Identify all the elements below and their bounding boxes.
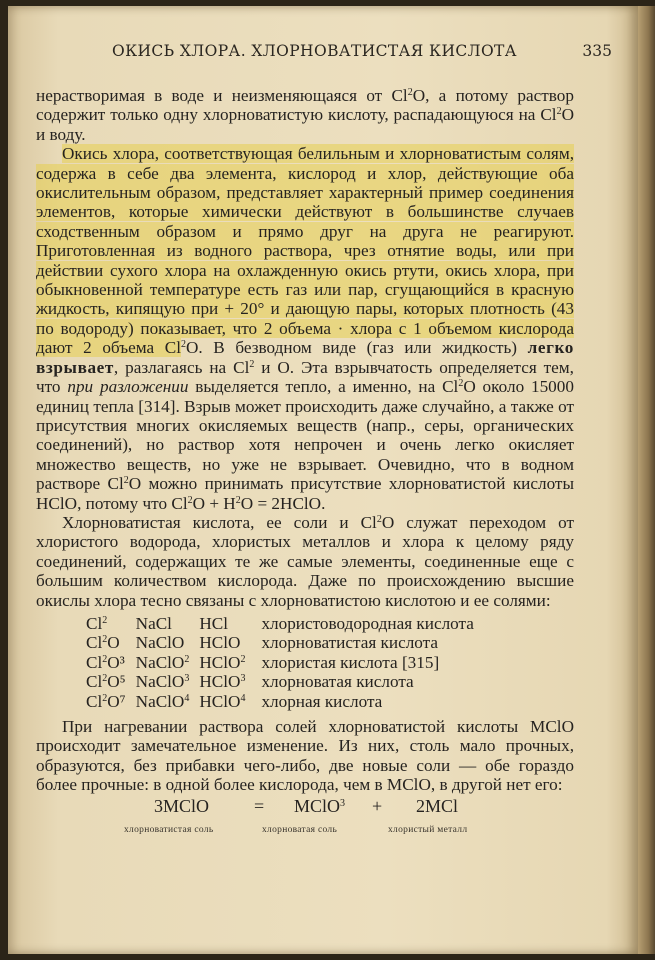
emphasis-bold: легко взрывает	[36, 338, 574, 377]
emphasis-italic: при разложении	[67, 377, 189, 397]
formula-row: Cl$^2$O⁵ NaClO$^3$ HClO$^3$ хлорноватая кислота	[86, 672, 414, 692]
formula-row: Cl$^2$O NaClO HClO хлорноватистая кислота	[86, 633, 439, 653]
equation-mid: MClO$^3$	[294, 795, 346, 816]
paragraph-1: нерастворимая в воде и неизменяющаяся от Cl$^2$O, а потому раствор содержит только одну хлорноватистую кислоту, распадающуюся на Cl$^2$O и воду.	[36, 86, 574, 144]
formula-row: Cl$^2$O⁷ NaClO$^4$ HClO$^4$ хлорная кислота	[86, 691, 383, 711]
running-title: ОКИСЬ ХЛОРА. ХЛОРНОВАТИСТАЯ КИСЛОТА	[112, 42, 517, 60]
chemical-equation	[36, 797, 574, 841]
formula-row: Cl$^2$ NaCl HCl хлористоводородная кислота	[86, 613, 474, 633]
equation-plus: +	[372, 795, 383, 816]
page-number: 335	[582, 42, 612, 60]
formula-table	[86, 614, 484, 711]
caption-rhs: хлористый металл	[388, 824, 468, 835]
equation-lhs: 3MClO	[154, 795, 210, 816]
caption-lhs: хлорноватистая соль	[124, 824, 214, 835]
formula-row: Cl$^2$O³ NaClO$^2$ HClO$^2$ хлористая кислота [315]	[86, 652, 440, 672]
paragraph-4: При нагревании раствора солей хлорноватистой кислоты MClO происходит замечательное изменение. Из них, столь мало прочных, образуются, без прибавки чего-либо, две новые соли — обе гораздо более прочные: в одной более кислорода, чем в MClO, в другой нет его:	[36, 717, 574, 795]
body-text	[36, 86, 574, 841]
caption-mid: хлорноватая соль	[262, 824, 338, 835]
paragraph-2: Окись хлора, соответствующая белильным и хлорноватистым солям, содержа в себе два элемента, кислород и хлор, действующие оба окислительным образом, представляет характерный пример соединения элементов, которые химически действуют в большинстве случаев сходственным образом и прямо друг на друга не реагируют. Приготовленная из водного раствора, чрез отнятие воды, или при действии сухого хлора на охлажденную окись ртути, окись хлора, при обыкновенной температуре есть газ или пар, сгущающийся в красную жидкость, кипящую при + 20° и дающую пары, которых плотность (43 по водороду) показывает, что 2 объема · хлора с 1 объемом кислорода дают 2 объема Cl$^2$O. В безводном виде (газ или жидкость) легко взрывает, разлагаясь на Cl$^2$ и O. Эта взрывчатость определяется тем, что при разложении выделяется тепло, а именно, на Cl$^2$O около 15000 единиц тепла [314]. Взрыв может происходить даже случайно, а также от присутствия многих окисляемых веществ (напр., серы, органических соединений), но раствор хотя непрочен и очень легко окисляет множество веществ, но уже не взрывает. Очевидно, что в водном растворе Cl$^2$O можно принимать присутствие хлорноватистой кислоты HClO, потому что $Cl^2O + H^2O$ = 2HClO.	[36, 144, 574, 513]
page-header	[112, 42, 612, 64]
equation-equals: =	[254, 795, 265, 816]
paragraph-3: Хлорноватистая кислота, ее соли и Cl$^2$O служат переходом от хлористого водорода, хлористых металлов и хлора к целому ряду соединений, содержащих те же самые элементы, соединенные еще с большим количеством кислорода. Даже по происхождению высшие окислы хлора тесно связаны с хлорноватистою кислотою и ее солями:	[36, 512, 574, 610]
equation-rhs: 2MCl	[416, 795, 459, 816]
page-edge	[638, 6, 655, 954]
